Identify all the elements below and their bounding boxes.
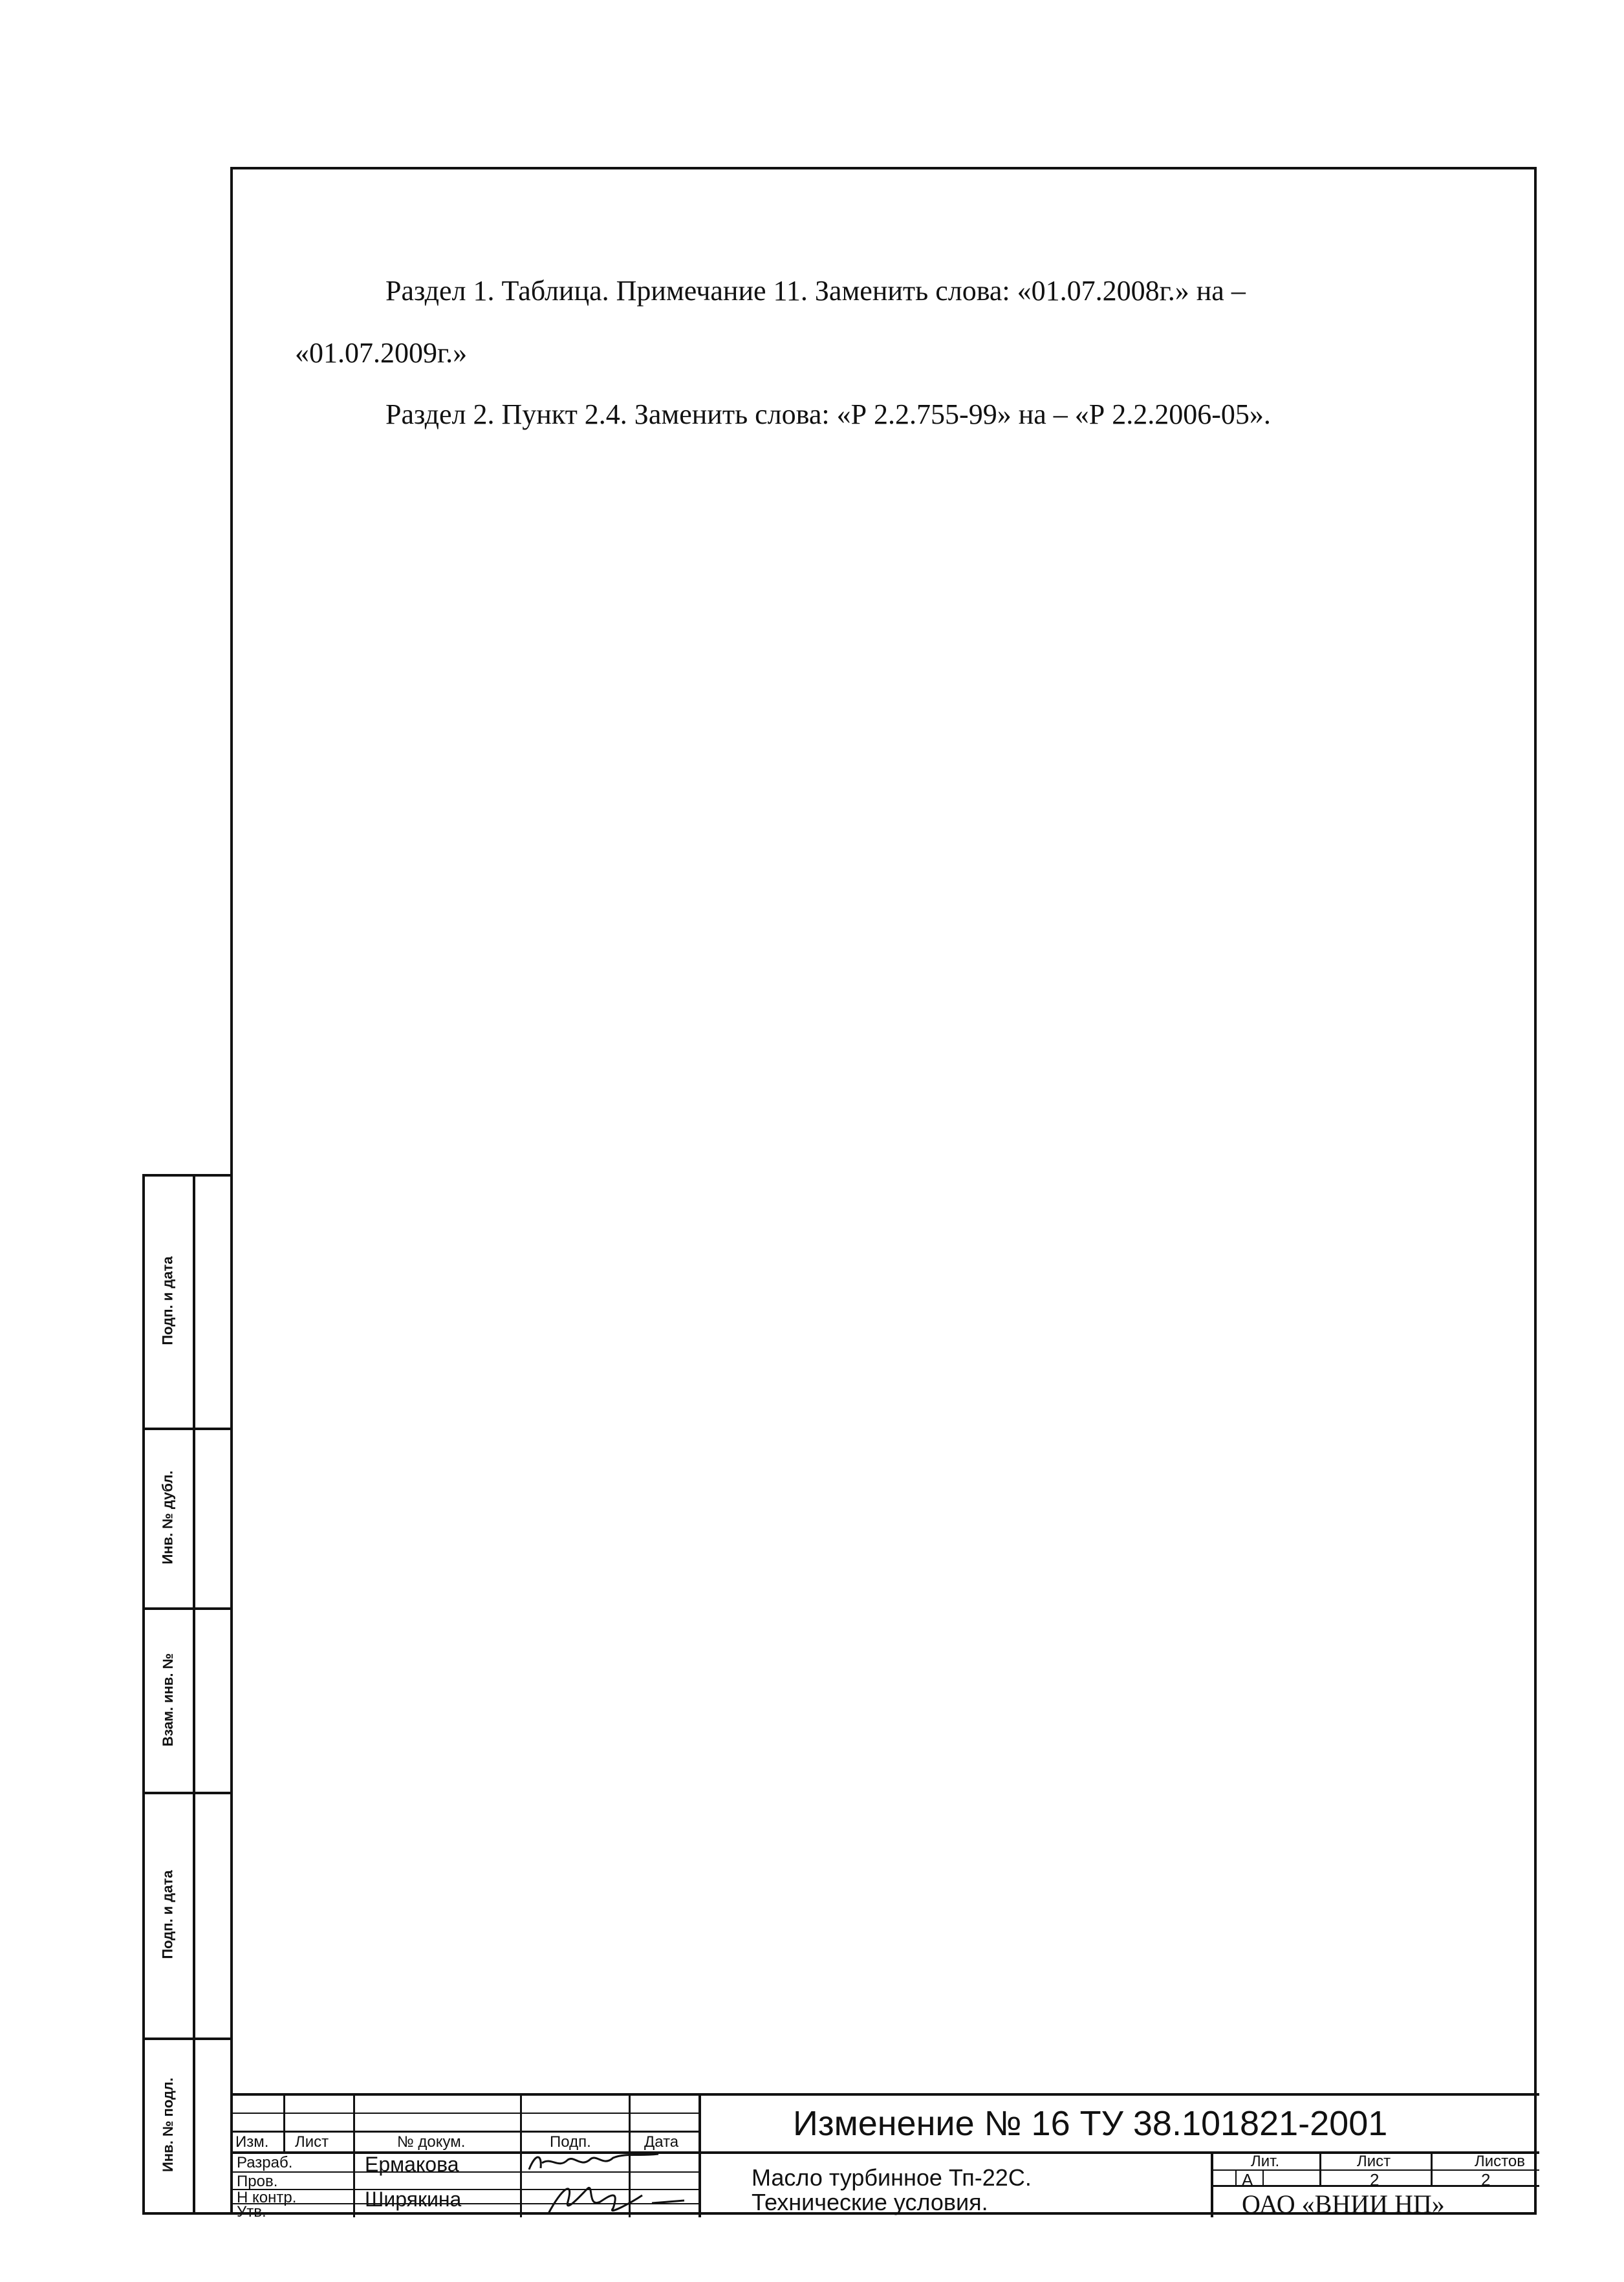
role-razrab: Разраб. xyxy=(237,2154,293,2171)
tb-vline xyxy=(520,2093,522,2217)
tb-vline-org xyxy=(1211,2151,1213,2217)
product-line-1: Масло турбинное Тп-22С. xyxy=(752,2164,1032,2191)
header-data: Дата xyxy=(644,2133,679,2151)
role-utv: Утв. xyxy=(237,2203,266,2221)
header-izm: Изм. xyxy=(235,2133,269,2151)
label-sheets: Листов xyxy=(1475,2153,1525,2170)
header-doc-no: № докум. xyxy=(397,2133,466,2151)
side-stamp-strip xyxy=(142,1174,233,2215)
drawing-frame xyxy=(230,167,1537,2221)
tb-hline xyxy=(233,2131,698,2133)
label-sheet: Лист xyxy=(1357,2153,1391,2170)
label-lit: Лит. xyxy=(1251,2153,1280,2170)
document-title: Изменение № 16 ТУ 38.101821-2001 xyxy=(793,2104,1388,2143)
tb-top-border xyxy=(233,2093,1539,2096)
tb-vline-sheet xyxy=(1431,2151,1433,2186)
product-line-2: Технические условия. xyxy=(752,2189,988,2215)
strip-label-sign-date-2: Подп. и дата xyxy=(160,1870,177,1959)
role-n-kontr: Н контр. xyxy=(237,2189,297,2206)
value-lit: А xyxy=(1242,2170,1253,2190)
name-razrab: Ермакова xyxy=(365,2153,459,2176)
tb-vline-main xyxy=(698,2093,701,2217)
tb-vline xyxy=(353,2093,355,2217)
strip-label-sign-date-1: Подп. и дата xyxy=(160,1256,177,1345)
tb-hline xyxy=(233,2113,698,2114)
signature-razrab xyxy=(523,2150,665,2176)
strip-label-orig-inv: Инв. № подл. xyxy=(160,2078,177,2172)
tb-vline-lit-cell xyxy=(1262,2169,1264,2186)
name-n-kontr: Ширякина xyxy=(365,2188,462,2211)
strip-label-dup-inv: Инв. № дубл. xyxy=(160,1470,176,1565)
tb-vline xyxy=(283,2093,285,2151)
title-block xyxy=(233,2093,1539,2221)
role-prov: Пров. xyxy=(237,2173,278,2190)
header-podp: Подп. xyxy=(550,2133,591,2151)
change-line-2: «01.07.2009г.» xyxy=(295,337,468,369)
tb-vline-lit-cell xyxy=(1235,2169,1237,2186)
tb-vline-lit xyxy=(1319,2151,1321,2186)
tb-hline-right xyxy=(698,2151,1539,2154)
change-line-1: Раздел 1. Таблица. Примечание 11. Заменить слова: «01.07.2008г.» на – xyxy=(385,275,1246,307)
change-line-3: Раздел 2. Пункт 2.4. Заменить слова: «Р 2.2.755-99» на – «Р 2.2.2006-05». xyxy=(385,398,1271,430)
value-sheets: 2 xyxy=(1481,2170,1491,2190)
signature-n-kontr xyxy=(523,2176,691,2217)
value-sheet: 2 xyxy=(1370,2170,1380,2190)
header-list: Лист xyxy=(295,2133,329,2151)
strip-label-replace-inv: Взам. инв. № xyxy=(160,1653,177,1746)
strip-divider xyxy=(142,2212,233,2215)
organization: ОАО «ВНИИ НП» xyxy=(1242,2190,1445,2219)
